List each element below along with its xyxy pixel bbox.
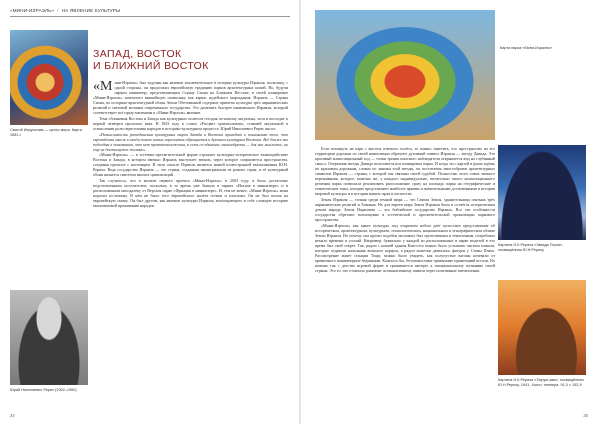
article-title — [93, 48, 293, 72]
page-number-left: 24 — [10, 413, 15, 418]
portrait-photo — [10, 290, 88, 385]
paragraph: Земля Израиля — точная среди земной мира — это Святая Земля, хранительница святынь трёх авраамических религий и Ханаана. Но для евреев мира Земля Израиля была и остаётся историческим домом народа. Земля Израилева — это библейское государство Израиль. Все эти особенности государства обретают воплощение в эстетической и просветительской организации паркового пространства. — [315, 196, 495, 222]
quote-paragraph: «Немыслимость разъединения культурных миров Запада и Востока приводит к пониманию того, что европейская мысль в своём поиске новых горизонтов обращается к древним культурам Востока. Всё ближе мы подходим к пониманию, что нет противоположения, а есть со-единение многообразия — для нас мыслимое, но ещё не достигнутое жизнью». — [93, 131, 288, 152]
header-rule — [10, 16, 290, 17]
paragraph: «Мини-Израэль» как макет культуры под открытым небом даёт целостное представление об историческом, архитектурном, культурном, технологическом, национальном и этнографическом облике Земли Израиля. Но почему сам проект подобен экспонату был прототипным и тематичным, потребовал немало времени и усилий. Например, буквально у каждой из расположенных в парке моделей в что время был свой секрет. Так, рядом с копией здания Кнессета можно было услышать чистым клином, которые отдавали начальник военного караула, а рядом монетки двигались фигуры у Стены Плача. Рассмотрение макет станции Тощи, можно было увидеть, как полупустые вагоны кочевали от привычного миниатюрное бедниками. Казалось бы, безличностные привычные примечаний встали. Но именно так с детства игровой форме и принимается интерес к эмоциональному познанию своей страны. Это то, что отличало ракемент асташиатичному памяти через позитивные впечатления. — [315, 222, 495, 273]
title-line-1: ЗАПАД, ВОСТОК — [93, 48, 182, 60]
painting-orange-image — [498, 280, 586, 375]
title-line-2: И БЛИЖНИЙ ВОСТОК — [93, 60, 209, 72]
caption-jerusalem-map: Святой Иерусалим — центр мира. Карта 1581 г. — [10, 128, 82, 137]
paragraph: Так случилось, что в момент первого проекта «Мини-Израэль» в 2003 году, я была достаточно подготовленным посетителем, поскольку в то время уже бывала в парках «Италия в миниатюре» и в расположенном неподалёку от Версаля парке «Франция в миниатюре». И, тем не менее, «Мини-Израэль» меня поразил по-новому. В нём не было того европейского налёта готики и классики. Он не был похож на европейскую сказку. Он был другим, как явление культуры Израиля, воплощающего в себе сложную историю многовековой проживания народов. — [93, 178, 288, 209]
right-text-column — [315, 146, 495, 412]
header-section: «МИНИ-ИЗРАЭЛЬ» — [10, 8, 55, 13]
header-topic: НА ЯВЛЕНИЕ КУЛЬТУРЫ — [61, 8, 121, 13]
park-map-image — [315, 10, 495, 140]
caption-painting-orange: Картина Н.К.Рериха «Тюрум-зам», посвящённая Ю.Н.Рериху. 1941. Холст, темпера. 91,0 × 152,9 — [498, 378, 584, 387]
jerusalem-map-image — [10, 30, 88, 125]
caption-painting-star: Картина Н.К.Рериха «Звезда Героя», посвящённая Ю.Н.Рериху — [498, 243, 564, 252]
paragraph: «Мини-Израэль» был задуман как явление исключительное в истории культуры Израиля, поскольку, с одной стороны, он продолжил европейскую традицию парков архитектурных копий. Но, будучи парком миниатюр, представляющим Страну Сиона на Ближнем Востоке, в своей планировке «Мини-Израэль» запечатлел важнейшую символику как каркас иудейского мироздания. Израиль — Страна Сиона, по историко-архитектурной облик Земли Обетованной содержит приметы культуры трёх авраамических религий и световой мозаики современного государства. Это даменить быстрее наивненного Израиля, который соответствует всё представлениям в «Мини-Израэль» явление. — [93, 80, 288, 115]
page-number-right: 25 — [583, 413, 588, 418]
paragraph: Если взглянуть на парк с высоты птичьего полёта, то можно заметить, что пространство на его территории дорожки по своей композиции образуют духовный символ Израиля — звезду Давида. Это красивый композиционный ход — точки зрения опытного наблюдателя открывается вид на глубинный смысл. Очертания звезды Давида получаются вся планировка парка. И когда ты с картой в руках идёшь по красивым дорожкам, словно по линиям этой звезды, ты постигаешь многообразие архитектурных символов Израиля — страны, с которой мы связаны своей судьбой. Полностью этого очень личного переживания, которое, конечно же, у каждого индивидуально, питательно такого композиционного решения парка позволила реализовать расположение сразу на площадь парка на географические и тематические зоны, которые представляют наиболее яркими и значительными достижениями в истории мировой культуры и в истории нашего края в частности. — [315, 146, 495, 196]
page-gutter — [299, 0, 301, 424]
header-separator: / — [57, 8, 59, 13]
caption-park-map: Карта парка «Мини-Израэль» — [500, 46, 553, 50]
running-header — [10, 8, 120, 13]
drop-cap: «М — [93, 80, 113, 94]
painting-star-hero-image — [498, 145, 586, 240]
left-text-column — [93, 80, 288, 412]
caption-portrait: Юрий Николаевич Рерих (1902–1960) — [10, 388, 77, 392]
paragraph: Тема сближения Востока и Запада как культурных полюсов сегодня по-новому актуальна, хотя и восходит к первой четверти прошлого века. В 1923 году в статье «Расцвет ориентализма», ставшей актуальной в осмыслении роли переселения народов в историко-культурном процессе, Юрий Николаевич Рерих писал: — [93, 115, 288, 131]
paragraph: «Мини-Израэль» — в эстетико-просветительной форме отражает культурно-историческое взаимодействие Востока и Запада, в котором именно Израиль выступает звеном, через которое сопрягаются пространства, соединяя прошлое с настоящим. В этом смысле Израиль является живой иллюстрацией высказывания Ю.Н. Рериха. Ведь государство Израиль — это страна, созданная иммигрантами из разных стран, и её культурный облик является синтезом многих цивилизаций. — [93, 152, 288, 178]
